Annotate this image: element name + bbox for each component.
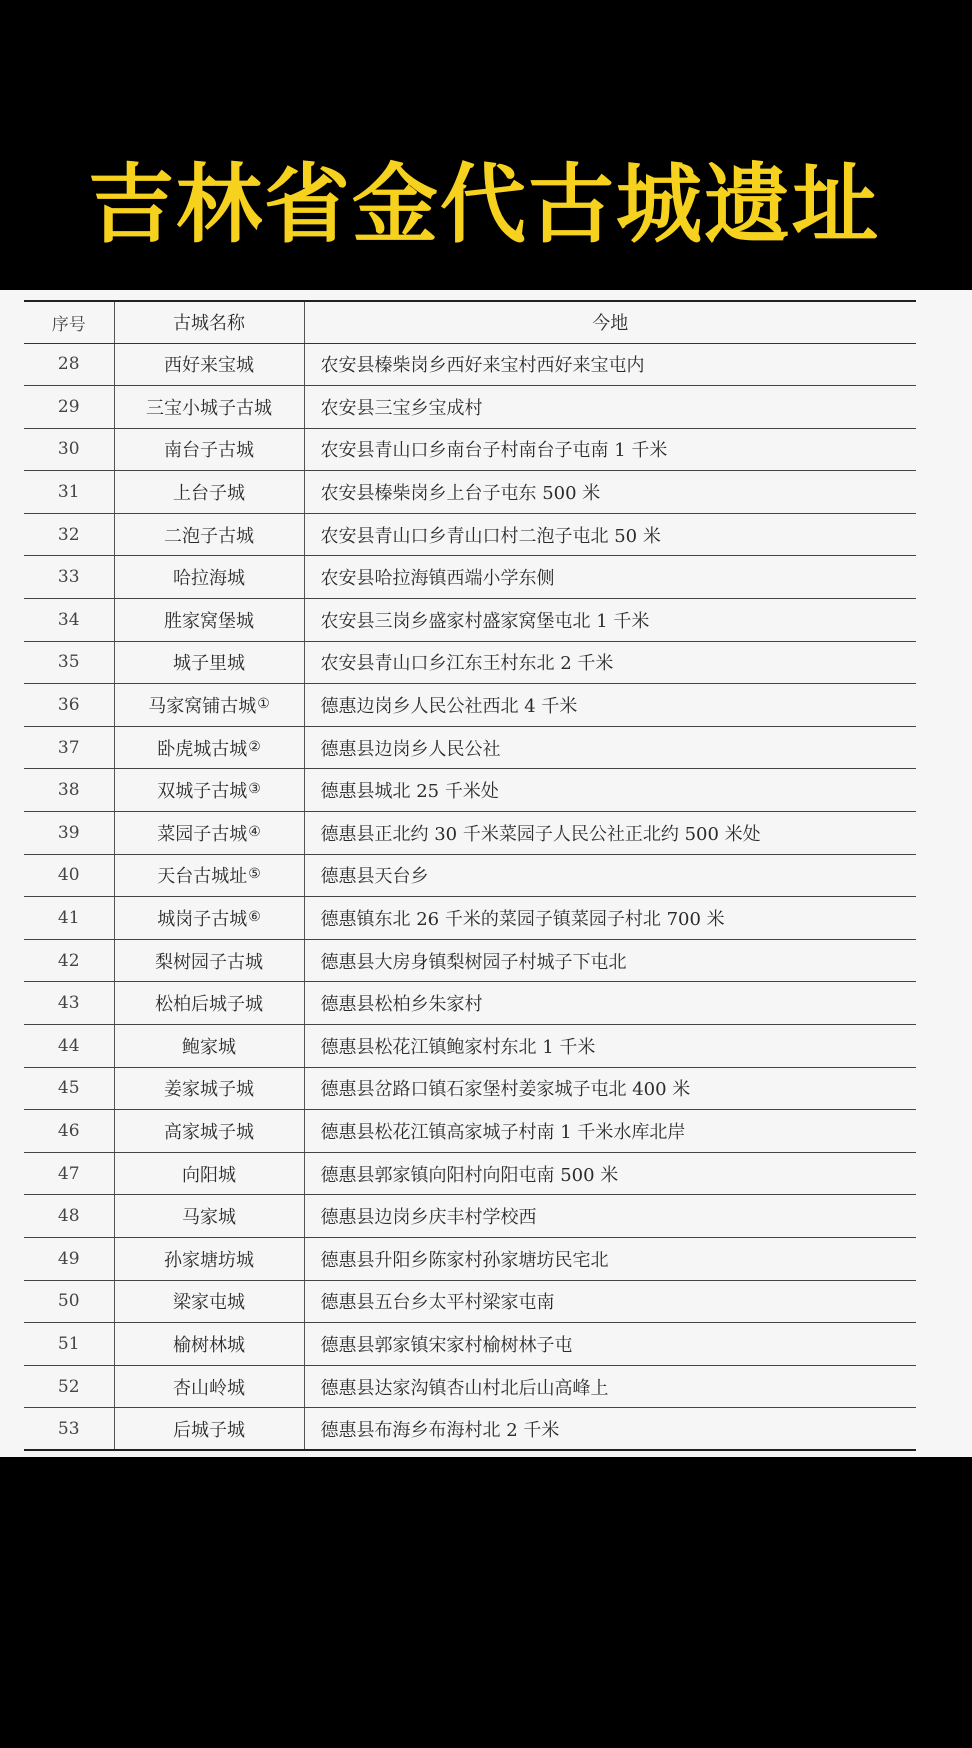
table-row [24,471,916,514]
city-name: 杏山岭城 [173,1377,245,1399]
table-row [24,982,916,1025]
table-row [24,939,916,982]
table-row [24,556,916,599]
city-name-cell [114,1323,304,1366]
row-number: 42 [24,939,114,982]
location-cell: 德惠县达家沟镇杏山村北后山高峰上 [304,1365,916,1408]
table-header-row [24,301,916,343]
footnote-marker: ② [248,738,261,755]
table-row [24,386,916,429]
location-cell: 德惠县岔路口镇石家堡村姜家城子屯北 400 米 [304,1067,916,1110]
row-number: 45 [24,1067,114,1110]
city-name-cell [114,1025,304,1068]
city-name-cell [114,1110,304,1153]
location-cell: 德惠县城北 25 千米处 [304,769,916,812]
city-name-cell [114,1408,304,1451]
row-number: 38 [24,769,114,812]
location-cell: 德惠县郭家镇宋家村榆树林子屯 [304,1323,916,1366]
city-name-cell [114,428,304,471]
row-number: 39 [24,812,114,855]
table-row [24,1323,916,1366]
city-name: 梁家屯城 [173,1292,245,1314]
city-name-cell [114,386,304,429]
row-number: 52 [24,1365,114,1408]
row-number: 48 [24,1195,114,1238]
row-number: 47 [24,1152,114,1195]
city-name: 天台古城址 [157,866,248,888]
location-cell: 德惠县天台乡 [304,854,916,897]
location-cell: 德惠县大房身镇梨树园子村城子下屯北 [304,939,916,982]
city-name-cell [114,812,304,855]
row-number: 51 [24,1323,114,1366]
table-row [24,428,916,471]
city-name: 梨树园子古城 [155,951,263,973]
table-row [24,1237,916,1280]
table-row [24,726,916,769]
footnote-marker: ⑥ [248,909,261,926]
city-name: 榆树林城 [173,1334,245,1356]
row-number: 35 [24,641,114,684]
city-name-cell [114,897,304,940]
bottom-black-area [0,1457,972,1748]
city-name-cell [114,641,304,684]
table-row [24,343,916,386]
header-city-name: 古城名称 [114,301,304,343]
table-row [24,599,916,642]
location-cell: 农安县青山口乡江东王村东北 2 千米 [304,641,916,684]
city-name-cell [114,854,304,897]
ancient-city-table [24,300,916,1451]
row-number: 32 [24,513,114,556]
row-number: 49 [24,1237,114,1280]
row-number: 41 [24,897,114,940]
table-row [24,684,916,727]
city-name-cell [114,1067,304,1110]
document-page [0,290,972,1457]
row-number: 29 [24,386,114,429]
row-number: 31 [24,471,114,514]
location-cell: 德惠县松花江镇鲍家村东北 1 千米 [304,1025,916,1068]
city-name-cell [114,1280,304,1323]
city-name: 胜家窝堡城 [164,610,254,632]
table-row [24,897,916,940]
city-name: 上台子城 [173,483,245,505]
location-cell: 德惠县布海乡布海村北 2 千米 [304,1408,916,1451]
city-name: 后城子城 [173,1419,245,1441]
table-row [24,769,916,812]
footnote-marker: ③ [248,781,261,798]
row-number: 44 [24,1025,114,1068]
header-number: 序号 [24,301,114,343]
table-row [24,812,916,855]
location-cell: 德惠县松花江镇高家城子村南 1 千米水库北岸 [304,1110,916,1153]
row-number: 50 [24,1280,114,1323]
city-name: 向阳城 [182,1164,236,1186]
city-name: 南台子古城 [164,440,254,462]
table-row [24,1365,916,1408]
city-name-cell [114,513,304,556]
city-name: 卧虎城古城 [157,738,248,760]
page-title: 吉林省金代古城遗址 [88,155,880,255]
table-row [24,854,916,897]
city-name: 城子里城 [173,653,245,675]
location-cell: 德惠县边岗乡庆丰村学校西 [304,1195,916,1238]
location-cell: 农安县榛柴岗乡西好来宝村西好来宝屯内 [304,343,916,386]
location-cell: 德惠县正北约 30 千米菜园子人民公社正北约 500 米处 [304,812,916,855]
location-cell: 德惠县五台乡太平村梁家屯南 [304,1280,916,1323]
city-name: 马家城 [182,1207,236,1229]
city-name: 哈拉海城 [173,568,245,590]
city-name: 姜家城子城 [164,1079,254,1101]
city-name: 城岗子古城 [157,909,248,931]
location-cell: 德惠县升阳乡陈家村孙家塘坊民宅北 [304,1237,916,1280]
row-number: 36 [24,684,114,727]
location-cell: 德惠边岗乡人民公社西北 4 千米 [304,684,916,727]
row-number: 34 [24,599,114,642]
city-name-cell [114,1237,304,1280]
location-cell: 农安县三宝乡宝成村 [304,386,916,429]
city-name-cell [114,556,304,599]
city-name-cell [114,684,304,727]
city-name: 松柏后城子城 [155,994,263,1016]
location-cell: 农安县青山口乡南台子村南台子屯南 1 千米 [304,428,916,471]
city-name-cell [114,1152,304,1195]
location-cell: 德惠县边岗乡人民公社 [304,726,916,769]
city-name: 二泡子古城 [164,525,254,547]
city-name-cell [114,599,304,642]
row-number: 40 [24,854,114,897]
row-number: 53 [24,1408,114,1451]
city-name: 三宝小城子古城 [146,397,272,419]
city-name-cell [114,939,304,982]
city-name: 孙家塘坊城 [164,1249,254,1271]
row-number: 37 [24,726,114,769]
table-row [24,1110,916,1153]
table-row [24,1152,916,1195]
table-row [24,1195,916,1238]
row-number: 46 [24,1110,114,1153]
location-cell: 农安县三岗乡盛家村盛家窝堡屯北 1 千米 [304,599,916,642]
city-name-cell [114,982,304,1025]
city-name-cell [114,769,304,812]
location-cell: 农安县榛柴岗乡上台子屯东 500 米 [304,471,916,514]
city-name: 西好来宝城 [164,355,254,377]
location-cell: 德惠县松柏乡朱家村 [304,982,916,1025]
table-row [24,1280,916,1323]
row-number: 43 [24,982,114,1025]
city-name-cell [114,726,304,769]
location-cell: 农安县青山口乡青山口村二泡子屯北 50 米 [304,513,916,556]
row-number: 30 [24,428,114,471]
table-row [24,1408,916,1451]
footnote-marker: ④ [248,823,261,840]
location-cell: 德惠县郭家镇向阳村向阳屯南 500 米 [304,1152,916,1195]
city-name: 双城子古城 [157,781,248,803]
row-number: 33 [24,556,114,599]
location-cell: 德惠镇东北 26 千米的菜园子镇菜园子村北 700 米 [304,897,916,940]
city-name: 鲍家城 [182,1036,236,1058]
city-name: 高家城子城 [164,1121,254,1143]
city-name-cell [114,343,304,386]
city-name-cell [114,1195,304,1238]
row-number: 28 [24,343,114,386]
table-row [24,1067,916,1110]
table-row [24,513,916,556]
table-row [24,641,916,684]
city-name-cell [114,471,304,514]
table-row [24,1025,916,1068]
title-banner [0,0,972,290]
footnote-marker: ⑤ [248,866,261,883]
header-location: 今地 [304,301,916,343]
footnote-marker: ① [257,696,270,713]
location-cell: 农安县哈拉海镇西端小学东侧 [304,556,916,599]
city-name-cell [114,1365,304,1408]
city-name: 菜园子古城 [157,823,248,845]
city-name: 马家窝铺古城 [148,696,257,718]
